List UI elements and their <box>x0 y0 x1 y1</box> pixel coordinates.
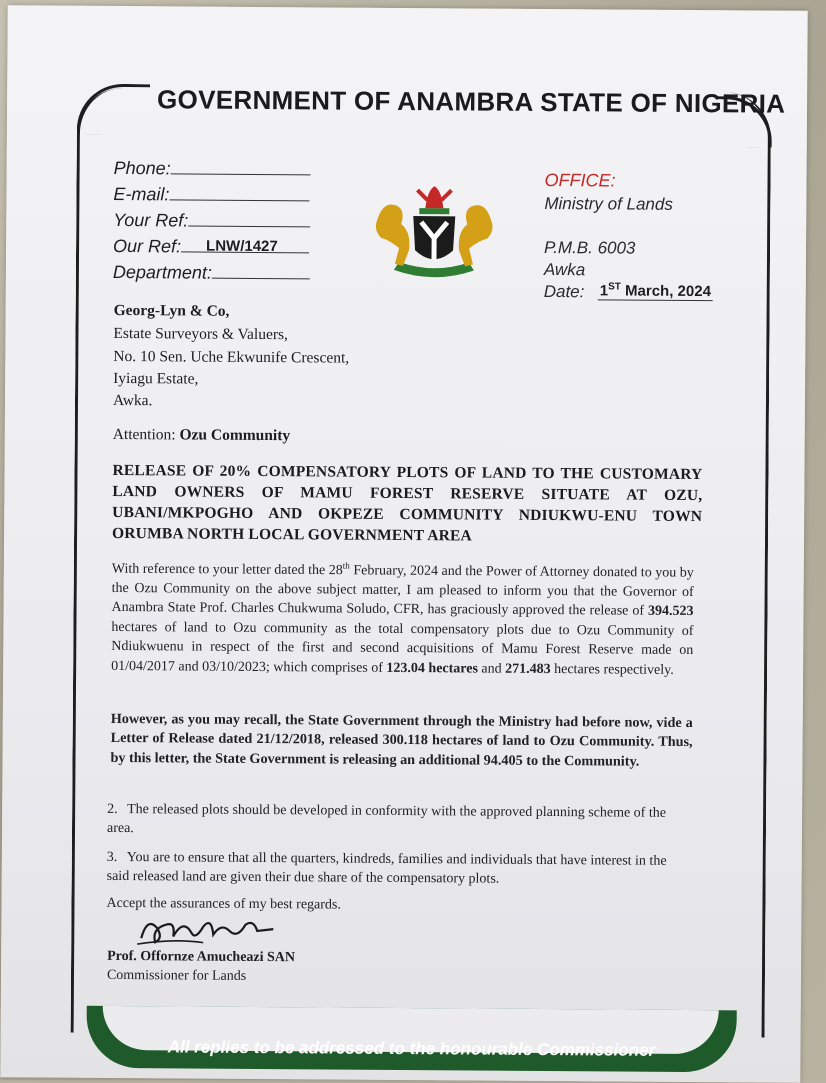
list-item: 3. You are to ensure that all the quarters, kindreds, families and individuals that have interest in the said released land are given their due share of the compensatory plots. <box>106 849 667 888</box>
department-field: Department: <box>113 262 310 284</box>
our-ref-field: Our Ref: <box>113 236 309 258</box>
recipient-line: Iyiagu Estate, <box>113 369 199 388</box>
closing-line: Accept the assurances of my best regards. <box>106 895 341 913</box>
recipient-line: Awka. <box>112 391 153 410</box>
subject-heading: RELEASE OF 20% COMPENSATORY PLOTS OF LAND TO THE CUSTOMARY LAND OWNERS OF MAMU FOREST RESERVE SITUATE AT OZU, UBANI/MKPOGHO AND OKPEZE COMMUNITY NDIUKWU-ENU TOWN ORUMBA NORTH LOCAL GOVERNMENT AREA <box>112 461 703 545</box>
footer-text: All replies to be addressed to the honourable Commissioner <box>167 1037 656 1060</box>
signer-name: Prof. Offornze Amucheazi SAN <box>107 948 296 966</box>
office-label: OFFICE: <box>544 169 616 191</box>
frame-corner-left <box>77 84 150 136</box>
recipient-name: Georg-Lyn & Co, <box>113 301 230 320</box>
office-city: Awka <box>543 259 586 280</box>
your-ref-field: Your Ref: <box>113 210 310 232</box>
letterhead-title: GOVERNMENT OF ANAMBRA STATE OF NIGERIA <box>156 84 786 119</box>
letter-page <box>0 5 807 1083</box>
date-value: 1ST March, 2024 <box>598 281 713 301</box>
attention-line: Attention: Ozu Community <box>112 425 291 445</box>
date-label: Date: <box>543 281 585 302</box>
our-ref-value: LNW/1427 <box>206 237 278 256</box>
signer-title: Commissioner for Lands <box>106 967 247 984</box>
list-item: 2. The released plots should be developed in conformity with the approved planning scheme of the area. <box>106 801 667 837</box>
recipient-line: No. 10 Sen. Uche Ekwunife Crescent, <box>113 347 350 367</box>
email-field: E-mail: <box>113 184 309 206</box>
coat-of-arms-icon <box>369 180 500 285</box>
body-paragraph-2: However, as you may recall, the State Government through the Ministry had before now, vide a Letter of Release dated 21/12/2018, released 300.118 hectares of land to Ozu Community. Thus, by this letter, the State Government is releasing an additional 94.405 to the Community. <box>110 710 693 770</box>
phone-field: Phone: <box>114 158 311 180</box>
recipient-line: Estate Surveyors & Valuers, <box>113 324 289 344</box>
office-name: Ministry of Lands <box>544 193 673 214</box>
office-pmb: P.M.B. 6003 <box>544 237 636 258</box>
body-paragraph-1: With reference to your letter dated the 28th February, 2024 and the Power of Attorney donated to you by the Ozu Community on the above subject matter, I am pleased to inform you that the Governor of Anambra State Prof. Charles Chukwuma Soludo, CFR, has graciously approved the release of 394.523 hectares of land to Ozu community as the total compensatory plots due to Ozu Community of Ndiukwuenu in respect of the first and second acquisitions of Mamu Forest Reserve made on 01/04/2017 and 03/10/2023; which comprises of 123.04 hectares and 271.483 hectares respectively. <box>111 560 694 678</box>
signature-scribble <box>133 908 283 951</box>
